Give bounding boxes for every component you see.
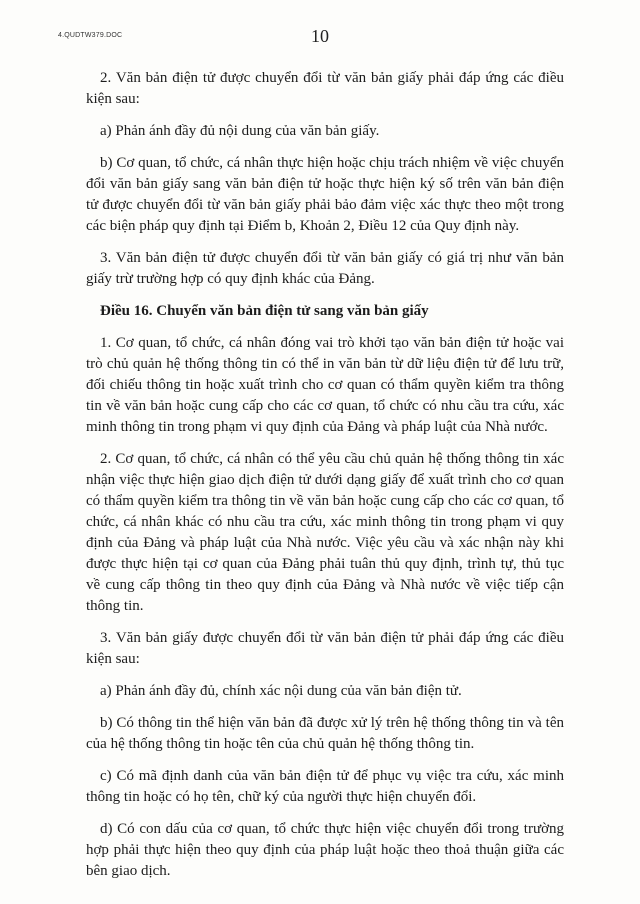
paragraph: a) Phản ánh đầy đủ, chính xác nội dung của văn bản điện tử. — [100, 683, 462, 699]
paragraph: 3. Văn bản giấy được chuyển đổi từ văn bản điện tử phải đáp ứng các điều kiện sau: — [86, 630, 564, 667]
paragraph: a) Phản ánh đầy đủ nội dung của văn bản giấy. — [100, 123, 380, 139]
paragraph: b) Cơ quan, tổ chức, cá nhân thực hiện hoặc chịu trách nhiệm về việc chuyển đổi văn bản giấy sang văn bản điện tử hoặc thực hiện ký số trên văn bản điện tử được chuyển đổi từ văn bản giấy phải bảo đảm việc xác thực theo một trong các biện pháp quy định tại Điểm b, Khoản 2, Điều 12 của Quy định này. — [86, 155, 564, 234]
paragraph: 3. Văn bản điện tử được chuyển đổi từ văn bản giấy có giá trị như văn bản giấy trừ trường hợp có quy định khác của Đảng. — [86, 250, 564, 287]
document-body — [86, 68, 564, 893]
paragraph: b) Có thông tin thể hiện văn bản đã được xử lý trên hệ thống thông tin và tên của hệ thống thông tin hoặc tên của chủ quản hệ thống thông tin. — [86, 715, 564, 752]
paragraph: c) Có mã định danh của văn bản điện tử để phục vụ việc tra cứu, xác minh thông tin hoặc có họ tên, chữ ký của người thực hiện chuyển đổi. — [86, 768, 564, 805]
paragraph: 1. Cơ quan, tổ chức, cá nhân đóng vai trò khởi tạo văn bản điện tử hoặc vai trò chủ quản hệ thống thông tin có thể in văn bản từ dữ liệu điện tử để lưu trữ, đối chiếu thông tin hoặc xuất trình cho cơ quan có thẩm quyền kiểm tra thông tin về văn bản hoặc cung cấp cho các cơ quan, tổ chức có nhu cầu tra cứu, xác minh thông tin trong phạm vi quy định của Đảng và pháp luật của Nhà nước. — [86, 335, 564, 435]
paragraph: 2. Cơ quan, tổ chức, cá nhân có thể yêu cầu chủ quản hệ thống thông tin xác nhận việc thực hiện giao dịch điện tử dưới dạng giấy để xuất trình cho cơ quan có thẩm quyền kiểm tra thông tin về văn bản hoặc cung cấp cho các cơ quan, tổ chức, cá nhân khác có nhu cầu tra cứu, xác minh thông tin trong phạm vi quy định của Đảng và pháp luật của Nhà nước. Việc yêu cầu và xác nhận này khi được thực hiện tại cơ quan của Đảng phải tuân thủ quy định, trình tự, thủ tục về cung cấp thông tin theo quy định của Đảng và Nhà nước về việc tiếp cận thông tin. — [86, 451, 564, 614]
paragraph: d) Có con dấu của cơ quan, tổ chức thực hiện việc chuyển đổi trong trường hợp phải thực hiện theo quy định của pháp luật hoặc theo thoả thuận giữa các bên giao dịch. — [86, 821, 564, 879]
page-number: 10 — [311, 26, 329, 46]
article-heading: Điều 16. Chuyển văn bản điện tử sang văn bản giấy — [100, 303, 429, 319]
document-code: 4.QUDTW379.DOC — [58, 32, 123, 39]
paragraph: 2. Văn bản điện tử được chuyển đổi từ văn bản giấy phải đáp ứng các điều kiện sau: — [86, 70, 564, 107]
